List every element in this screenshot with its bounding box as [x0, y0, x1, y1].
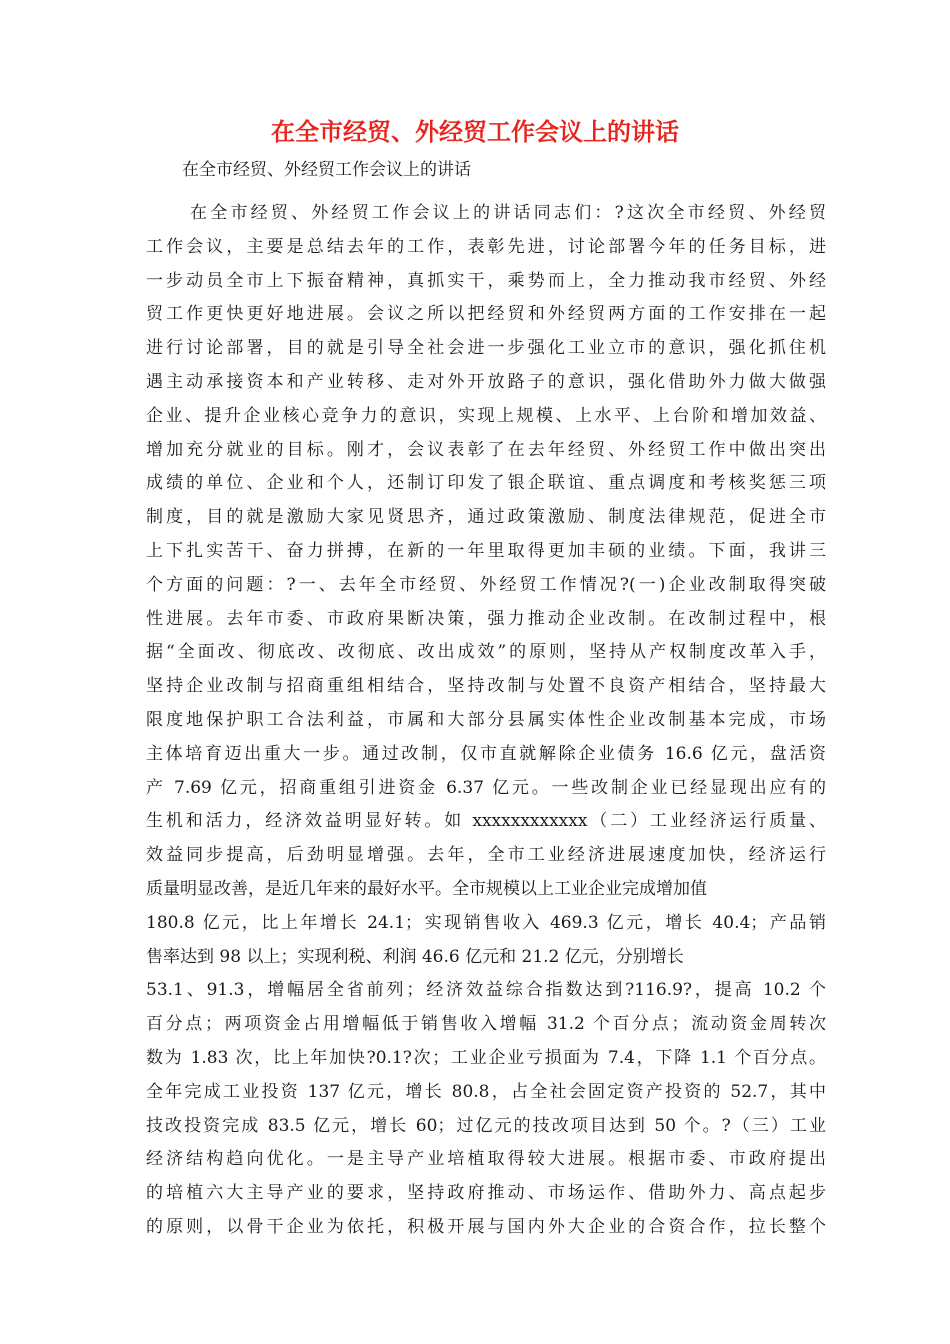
body-line: 性进展。去年市委、市政府果断决策，强力推动企业改制。在改制过程中，根 — [146, 608, 826, 629]
body-line: 的培植六大主导产业的要求，坚持政府推动、市场运作、借助外力、高点起步 — [146, 1183, 826, 1204]
body-line: 限度地保护职工合法利益，市属和大部分县属实体性企业改制基本完成，市场 — [146, 709, 826, 730]
body-line: 成绩的单位、企业和个人，还制订印发了银企联谊、重点调度和考核奖惩三项 — [146, 473, 826, 494]
body-line: 技改投资完成 83.5 亿元，增长 60；过亿元的技改项目达到 50 个。?（三）工业 — [146, 1115, 826, 1136]
body-line: 据“全面改、彻底改、改彻底、改出成效”的原则，坚持从产权制度改革入手， — [146, 642, 826, 663]
body-line: 遇主动承接资本和产业转移、走对外开放路子的意识，强化借助外力做大做强 — [146, 371, 826, 392]
body-line: 生机和活力，经济效益明显好转。如 xxxxxxxxxxxx（二）工业经济运行质量、 — [146, 811, 826, 832]
body-line: 主体培育迈出重大一步。通过改制，仅市直就解除企业债务 16.6 亿元，盘活资 — [146, 743, 826, 764]
body-line: 上下扎实苦干、奋力拼搏，在新的一年里取得更加丰硕的业绩。下面，我讲三 — [146, 540, 826, 561]
body-line: 企业、提升企业核心竞争力的意识，实现上规模、上水平、上台阶和增加效益、 — [146, 405, 826, 426]
body-line: 增加充分就业的目标。刚才，会议表彰了在去年经贸、外经贸工作中做出突出 — [146, 439, 826, 460]
body-line: 180.8 亿元，比上年增长 24.1；实现销售收入 469.3 亿元，增长 40.4；产品销 — [146, 912, 826, 933]
body-line: 百分点；两项资金占用增幅低于销售收入增幅 31.2 个百分点；流动资金周转次 — [146, 1014, 826, 1035]
body-line: 制度，目的就是激励大家见贤思齐，通过政策激励、制度法律规范，促进全市 — [146, 507, 826, 528]
body-line: 坚持企业改制与招商重组相结合，坚持改制与处置不良资产相结合，坚持最大 — [146, 676, 826, 697]
body-line: 的原则，以骨干企业为依托，积极开展与国内外大企业的合资合作，拉长整个 — [146, 1216, 826, 1237]
body-line: 效益同步提高，后劲明显增强。去年，全市工业经济进展速度加快，经济运行 — [146, 845, 826, 866]
body-line: 在全市经贸、外经贸工作会议上的讲话同志们：?这次全市经贸、外经贸 — [190, 203, 826, 223]
body-line: 经济结构趋向优化。一是主导产业培植取得较大进展。根据市委、市政府提出 — [146, 1149, 826, 1170]
body-line: 工作会议，主要是总结去年的工作，表彰先进，讨论部署今年的任务目标，进 — [146, 236, 826, 257]
document-body — [146, 197, 826, 1245]
document-title: 在全市经贸、外经贸工作会议上的讲话 — [271, 118, 679, 146]
document-subtitle: 在全市经贸、外经贸工作会议上的讲话 — [182, 160, 471, 180]
body-line: 53.1、91.3，增幅居全省前列；经济效益综合指数达到?116.9?，提高 10.2 个 — [146, 980, 826, 1001]
body-line: 全年完成工业投资 137 亿元，增长 80.8，占全社会固定资产投资的 52.7，其中 — [146, 1081, 826, 1102]
body-line: 数为 1.83 次，比上年加快?0.1?次；工业企业亏损面为 7.4，下降 1.1 个百分点。 — [146, 1047, 826, 1068]
body-line: 一步动员全市上下振奋精神，真抓实干，乘势而上，全力推动我市经贸、外经 — [146, 270, 826, 291]
body-line: 售率达到 98 以上；实现利税、利润 46.6 亿元和 21.2 亿元，分别增长 — [146, 946, 684, 967]
body-line: 个方面的问题：?一、去年全市经贸、外经贸工作情况?(一)企业改制取得突破 — [146, 574, 826, 595]
body-line: 产 7.69 亿元，招商重组引进资金 6.37 亿元。一些改制企业已经显现出应有的 — [146, 777, 826, 798]
body-line: 质量明显改善，是近几年来的最好水平。全市规模以上工业企业完成增加值 — [146, 878, 707, 899]
body-line: 贸工作更快更好地进展。会议之所以把经贸和外经贸两方面的工作安排在一起 — [146, 304, 826, 325]
body-line: 进行讨论部署，目的就是引导全社会进一步强化工业立市的意识，强化抓住机 — [146, 338, 826, 359]
